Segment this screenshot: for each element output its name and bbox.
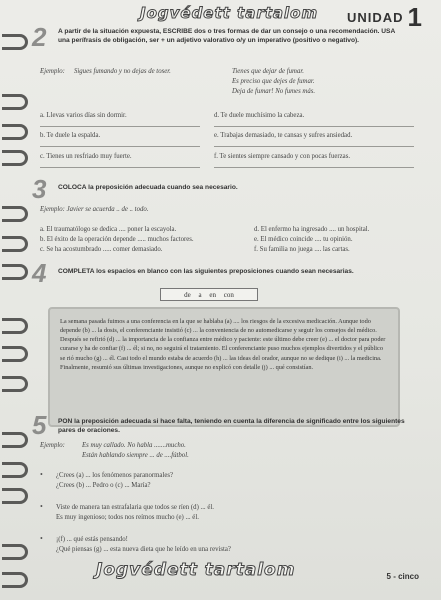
ring-icon	[2, 488, 28, 504]
answer-line[interactable]	[40, 146, 200, 147]
exercise-number: 5	[32, 410, 47, 440]
ring-icon	[2, 346, 28, 362]
example-answer: Deja de fumar! No fumes más.	[232, 88, 316, 95]
answer-line[interactable]	[214, 146, 414, 147]
ring-icon	[2, 264, 28, 280]
ring-icon	[2, 432, 28, 448]
ring-icon	[2, 318, 28, 334]
bullet-icon: •	[40, 502, 43, 511]
exercise-item: ¿Crees (b) ... Pedro o (c) ... María?	[56, 482, 151, 489]
exercise-number: 2	[32, 22, 47, 52]
example-label: Ejemplo:	[40, 68, 65, 75]
watermark-stamp: Jogvédett tartalom	[140, 4, 319, 22]
exercise-item: d. El enfermo ha ingresado .... un hospital.	[254, 226, 370, 233]
answer-line[interactable]	[40, 126, 200, 127]
ring-icon	[2, 34, 28, 50]
exercise-instruction: A partir de la situación expuesta, ESCRIBE dos o tres formas de dar un consejo o una recomendación. USA una perífrasis de obligación, ser + un adjetivo valorativo o/y un imperativo (positivo o negativo).	[58, 28, 395, 44]
ring-icon	[2, 572, 28, 588]
unit-number: 1	[407, 2, 423, 32]
exercise-item: b. El éxito de la operación depende ..... muchos factores.	[40, 236, 194, 243]
example-text: Sigues fumando y no dejas de toser.	[74, 68, 171, 75]
example-answer: Es preciso que dejes de fumar.	[232, 78, 315, 85]
exercise-item: Viste de manera tan estrafalaria que todos se ríen (d) ... él.	[56, 504, 214, 511]
bullet-icon: •	[40, 470, 43, 479]
exercise-item: Es muy ingenioso; todos nos reímos mucho (e) ... él.	[56, 514, 199, 521]
exercise-instruction: COLOCA la preposición adecuada cuando sea necesario.	[58, 184, 238, 191]
word-bank: de a en con	[160, 288, 258, 301]
exercise-instruction: PON la preposición adecuada si hace falta, teniendo en cuenta la diferencia de significado entre los siguientes pares de oraciones.	[58, 418, 405, 434]
watermark-stamp: Jogvédett tartalom	[96, 560, 296, 580]
exercise-item: f. Su familia no juega .... las cartas.	[254, 246, 350, 253]
ring-icon	[2, 124, 28, 140]
example-line: Están hablando siempre ... de ....fútbol.	[82, 452, 189, 459]
ring-icon	[2, 94, 28, 110]
ring-icon	[2, 376, 28, 392]
example-text: Ejemplo: Javier se acuerda .. de .. todo.	[40, 206, 149, 213]
exercise-number: 3	[32, 174, 47, 204]
answer-line[interactable]	[214, 167, 414, 168]
exercise-item: ¿Crees (a) ... los fenómenos paranormales?	[56, 472, 174, 479]
exercise-item: e. Trabajas demasiado, te cansas y sufres ansiedad.	[214, 132, 353, 139]
example-answer: Tienes que dejar de fumar.	[232, 68, 304, 75]
ring-icon	[2, 236, 28, 252]
exercise-item: a. Llevas varios días sin dormir.	[40, 112, 127, 119]
exercise-item: c. Se ha acostumbrado ..... comer demasiado.	[40, 246, 163, 253]
exercise-number: 4	[32, 258, 47, 288]
spiral-binding	[0, 0, 30, 600]
page-number: 5 - cinco	[386, 572, 419, 581]
exercise-item: a. El traumatólogo se dedica .... poner la escayola.	[40, 226, 177, 233]
exercise-instruction: COMPLETA los espacios en blanco con las siguientes preposiciones cuando sean necesarias.	[58, 268, 354, 275]
exercise-item: b. Te duele la espalda.	[40, 132, 101, 139]
ring-icon	[2, 150, 28, 166]
answer-line[interactable]	[214, 126, 414, 127]
example-line: Es muy callado. No habla .......mucho.	[82, 442, 186, 449]
ring-icon	[2, 206, 28, 222]
unit-label: UNIDAD	[346, 10, 404, 25]
exercise-item: c. Tienes un resfriado muy fuerte.	[40, 153, 132, 160]
reading-passage: La semana pasada fuimos a una conferencia en la que se hablaba (a) .... los riesgos de la excesiva medicación. Aunque todo depende (b) ... la dosis, el conferenciante insistió (c) ... la conveniencia de no automedicarse y seguir los consejos del médico. Después se refirió (d) ... la importancia de la confianza entre médico y paciente: este último debe creer (e) ... el doctor para poder curarse y ha de confiar (f) ... él; si no, no seguirá el tratamiento. El conferenciante puso muchos ejemplos divertidos y el público se rió mucho (g) ... él. Casi todo el mundo estaba de acuerdo (h) ... las ideas del orador, aunque no se dedique (i) ... la medicina. Finalmente, resumió sus últimas investigaciones, aunque no explicó con detalle (j) ... qué consistían.	[48, 307, 400, 427]
exercise-item: f. Te sientes siempre cansado y con pocas fuerzas.	[214, 153, 351, 160]
exercise-item: d. Te duele muchísimo la cabeza.	[214, 112, 305, 119]
ring-icon	[2, 462, 28, 478]
exercise-item: ¿Qué piensas (g) ... esta nueva dieta que he leído en una revista?	[56, 546, 231, 553]
exercise-item: e. El médico coincide .... tu opinión.	[254, 236, 353, 243]
ring-icon	[2, 544, 28, 560]
answer-line[interactable]	[40, 167, 200, 168]
bullet-icon: •	[40, 534, 43, 543]
example-label: Ejemplo:	[40, 442, 65, 449]
exercise-item: ¡(f) ... qué estás pensando!	[56, 536, 128, 543]
